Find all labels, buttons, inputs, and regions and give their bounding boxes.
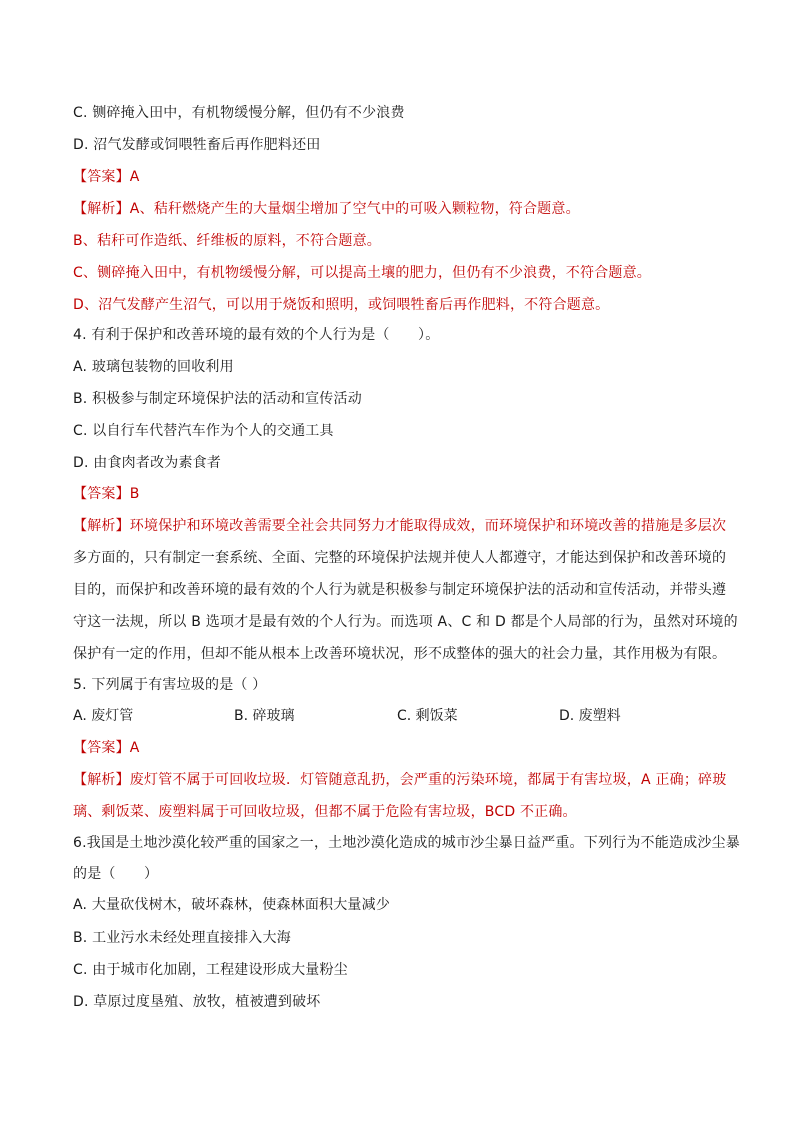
q4-option-d: D. 由食肉者改为素食者	[73, 455, 222, 471]
q3-analysis-line-2: B、秸秆可作造纸、纤维板的原料，不符合题意。	[73, 233, 382, 249]
q4-analysis-line-4: 守这一法规，所以 B 选项才是最有效的个人行为。而选项 A、C 和 D 都是个人局部的行为，虽然对环境的	[73, 614, 738, 630]
q4-stem: 4. 有利于保护和改善环境的最有效的个人行为是（ ）。	[73, 327, 440, 343]
q5-answer: 【答案】A	[73, 740, 140, 756]
q5-analysis-line-2: 璃、剩饭菜、废塑料属于可回收垃圾，但都不属于危险有害垃圾，BCD 不正确。	[73, 804, 577, 820]
q5-option-b: B. 碎玻璃	[234, 708, 295, 724]
q3-option-d: D. 沼气发酵或饲喂牲畜后再作肥料还田	[73, 137, 321, 153]
q3-analysis-line-3: C、铡碎掩入田中，有机物缓慢分解，可以提高土壤的肥力，但仍有不少浪费，不符合题意。	[73, 265, 651, 281]
q3-option-c: C. 铡碎掩入田中，有机物缓慢分解，但仍有不少浪费	[73, 105, 405, 121]
q6-option-b: B. 工业污水未经处理直接排入大海	[73, 930, 291, 946]
q3-answer: 【答案】A	[73, 169, 140, 185]
q6-stem-line-2: 的是（ ）	[73, 866, 159, 882]
q3-analysis-line-1: 【解析】A、秸秆燃烧产生的大量烟尘增加了空气中的可吸入颗粒物，符合题意。	[73, 201, 580, 217]
q4-option-c: C. 以自行车代替汽车作为个人的交通工具	[73, 423, 334, 439]
q4-answer: 【答案】B	[73, 486, 140, 502]
q5-stem: 5. 下列属于有害垃圾的是（ ）	[73, 677, 267, 693]
q6-option-d: D. 草原过度垦殖、放牧，植被遭到破坏	[73, 994, 321, 1010]
q4-analysis-line-3: 目的，而保护和改善环境的最有效的个人行为就是积极参与制定环境保护法的活动和宣传活动，并带头遵	[73, 582, 727, 598]
q6-option-c: C. 由于城市化加剧，工程建设形成大量粉尘	[73, 962, 348, 978]
q4-analysis-line-2: 多方面的，只有制定一套系统、全面、完整的环境保护法规并使人人都遵守，才能达到保护和改善环境的	[73, 550, 727, 566]
q3-analysis-line-4: D、沼气发酵产生沼气，可以用于烧饭和照明，或饲喂牲畜后再作肥料，不符合题意。	[73, 297, 610, 313]
q6-stem-line-1: 6.我国是土地沙漠化较严重的国家之一，土地沙漠化造成的城市沙尘暴日益严重。下列行为不能造成沙尘暴	[73, 835, 740, 851]
q5-option-d: D. 废塑料	[559, 708, 621, 724]
q4-option-a: A. 玻璃包装物的回收利用	[73, 359, 234, 375]
q4-option-b: B. 积极参与制定环境保护法的活动和宣传活动	[73, 391, 362, 407]
q5-option-a: A. 废灯管	[73, 708, 134, 724]
q5-option-c: C. 剩饭菜	[397, 708, 458, 724]
q4-analysis-line-1: 【解析】环境保护和环境改善需要全社会共同努力才能取得成效，而环境保护和环境改善的措施是多层次	[73, 518, 727, 534]
q6-option-a: A. 大量砍伐树木，破坏森林，使森林面积大量减少	[73, 897, 391, 913]
q4-analysis-line-5: 保护有一定的作用，但却不能从根本上改善环境状况，形不成整体的强大的社会力量，其作用极为有限。	[73, 646, 727, 662]
q5-analysis-line-1: 【解析】废灯管不属于可回收垃圾．灯管随意乱扔，会严重的污染环境，都属于有害垃圾，A 正确；碎玻	[73, 772, 727, 788]
